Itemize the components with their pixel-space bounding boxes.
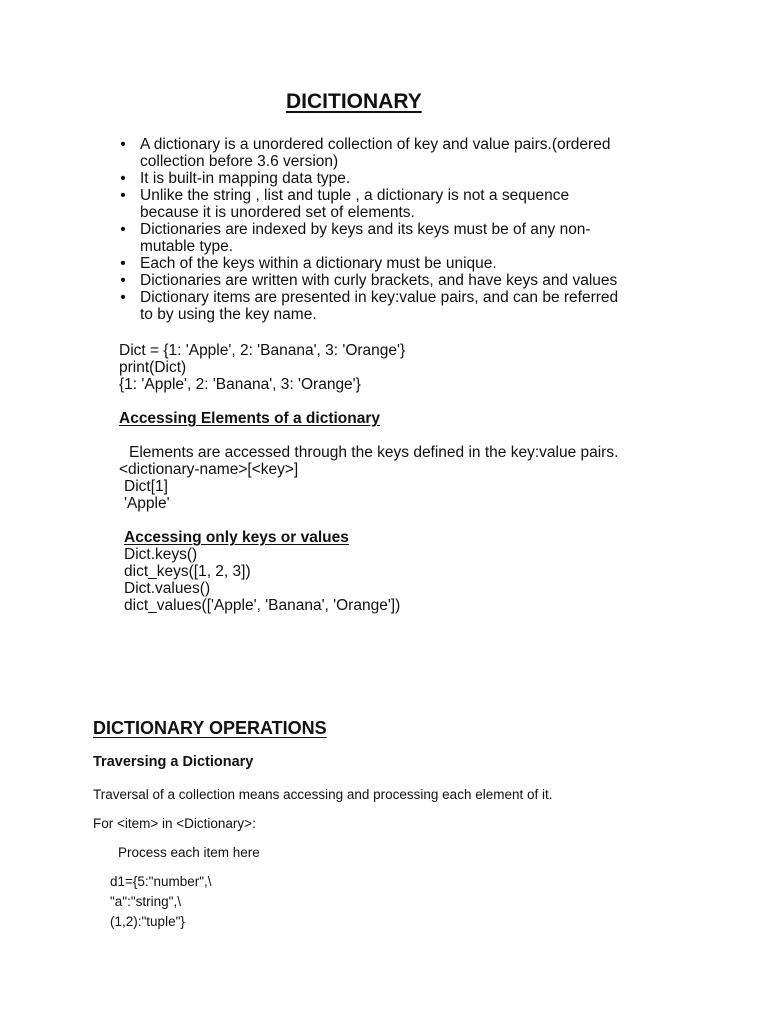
bullet-icon: • xyxy=(120,255,126,272)
code-line: Dict = {1: 'Apple', 2: 'Banana', 3: 'Orange'} xyxy=(119,342,406,359)
bullet-text-line: Dictionary items are presented in key:value pairs, and can be referred xyxy=(140,289,619,306)
code-line: (1,2):"tuple"} xyxy=(110,914,185,929)
process-line: Process each item here xyxy=(118,845,260,860)
list-item xyxy=(118,221,678,255)
code-line: {1: 'Apple', 2: 'Banana', 3: 'Orange'} xyxy=(119,376,361,393)
bullet-text-line: It is built-in mapping data type. xyxy=(140,170,351,187)
code-line: dict_values(['Apple', 'Banana', 'Orange']) xyxy=(124,597,401,614)
bullet-icon: • xyxy=(120,272,126,289)
bullet-text-line: A dictionary is a unordered collection of key and value pairs.(ordered xyxy=(140,136,611,153)
code-line: "a":"string",\ xyxy=(110,894,181,909)
bullet-icon: • xyxy=(120,170,126,187)
keys-values-example xyxy=(124,546,400,614)
accessing-elements-heading: Accessing Elements of a dictionary xyxy=(119,410,381,427)
accessing-syntax: <dictionary-name>[<key>] xyxy=(119,461,299,478)
code-line: d1={5:"number",\ xyxy=(110,874,212,889)
operations-heading: DICTIONARY OPERATIONS xyxy=(93,718,327,738)
definition-list xyxy=(118,136,678,323)
code-line: Dict.values() xyxy=(124,580,211,597)
list-item xyxy=(118,255,678,272)
accessing-keys-values-heading: Accessing only keys or values xyxy=(124,529,349,546)
bullet-icon: • xyxy=(120,289,126,306)
list-item xyxy=(118,136,678,170)
bullet-icon: • xyxy=(120,221,126,238)
accessing-example xyxy=(124,478,170,512)
bullet-text-line: to by using the key name. xyxy=(140,306,317,323)
accessing-elements-description: Elements are accessed through the keys defined in the key:value pairs. xyxy=(129,444,619,461)
code-line: Dict.keys() xyxy=(124,546,198,563)
dict-example xyxy=(119,342,405,393)
traversal-description: Traversal of a collection means accessing and processing each element of it. xyxy=(93,787,553,802)
bullet-icon: • xyxy=(120,187,126,204)
bullet-text-line: because it is unordered set of elements. xyxy=(140,204,415,221)
bullet-text-line: mutable type. xyxy=(140,238,234,255)
bullet-text-line: Dictionaries are indexed by keys and its keys must be of any non- xyxy=(140,221,591,238)
list-item xyxy=(118,272,678,289)
bullet-text-line: Dictionaries are written with curly brackets, and have keys and values xyxy=(140,272,618,289)
list-item xyxy=(118,170,678,187)
code-line: print(Dict) xyxy=(119,359,187,376)
bullet-text-line: collection before 3.6 version) xyxy=(140,153,339,170)
for-loop-syntax: For <item> in <Dictionary>: xyxy=(93,816,256,831)
bullet-icon: • xyxy=(120,136,126,153)
bullet-text-line: Unlike the string , list and tuple , a dictionary is not a sequence xyxy=(140,187,570,204)
bullet-text-line: Each of the keys within a dictionary must be unique. xyxy=(140,255,497,272)
traversal-code xyxy=(110,872,212,932)
page-title: DICITIONARY xyxy=(286,90,422,113)
traversing-subheading: Traversing a Dictionary xyxy=(93,754,254,770)
list-item xyxy=(118,187,678,221)
code-line: Dict[1] xyxy=(124,478,168,495)
code-line: dict_keys([1, 2, 3]) xyxy=(124,563,251,580)
code-line: 'Apple' xyxy=(124,495,170,512)
list-item xyxy=(118,289,678,323)
